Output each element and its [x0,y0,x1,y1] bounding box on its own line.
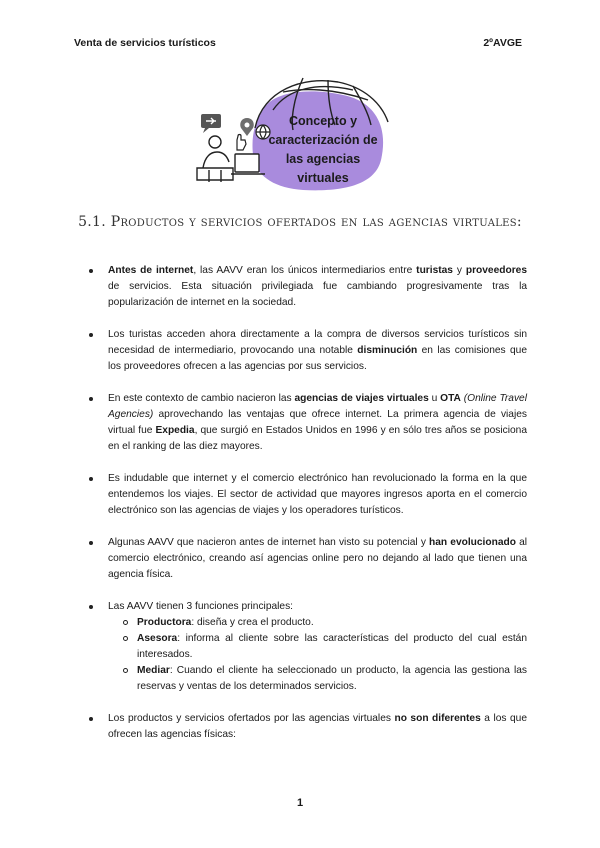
thumbs-up-icon [237,135,246,151]
bullet-text: , las AAVV eran los únicos intermediarios entre [193,265,417,276]
bullet-text: , que surgió en Estados Unidos en 1996 y en sólo tres años se posiciona en el ranking de las diez mayores. [108,425,527,452]
header-subject: Venta de servicios turísticos [74,37,216,49]
hero-illustration [193,70,393,200]
bold-term: Expedia [155,425,195,436]
bold-term: agencias de viajes virtuales [294,393,429,404]
bullet-item [108,263,527,311]
sub-list [108,615,527,695]
bold-term: proveedores [465,265,527,276]
page-header [74,37,522,49]
bold-term: Productora [137,617,192,628]
bullet-item [108,471,527,519]
section-title: 5.1. Productos y servicios ofertados en las agencias virtuales: [78,214,522,230]
bullet-item [108,327,527,375]
hero-title-line-4: virtuales [297,171,349,185]
sub-item-text: : informa al cliente sobre las características del producto del cual están interesados. [137,633,527,660]
sub-item-text: : diseña y crea el producto. [191,617,314,628]
bullet-text: Algunas AAVV que nacieron antes de internet han visto su potencial y [108,537,430,548]
bold-term: turistas [416,265,453,276]
bullet-text: en las comisiones que los proveedores ofrecen a las agencias por sus servicios. [108,345,527,372]
italic-term: (Online Travel Agencies) [108,393,527,420]
bold-term: Asesora [137,633,178,644]
sub-list-item [108,615,527,631]
hero-title [251,112,395,188]
bold-term: disminución [357,345,418,356]
bullet-text: a los que ofrecen las agencias físicas: [108,713,527,740]
bold-term: Antes de internet [108,265,194,276]
bullet-item [108,391,527,455]
bullet-text: y [452,265,466,276]
bullet-text: u [428,393,441,404]
bullet-text: Los productos y servicios ofertados por las agencias virtuales [108,713,395,724]
bold-term: OTA [440,393,461,404]
bold-term: no son diferentes [394,713,481,724]
hero-title-line-3: las agencias [285,152,361,166]
page-number: 1 [296,797,304,809]
hero-title-line-2: caracterización de [268,133,378,147]
bullet-text: de servicios. Esta situación privilegiada fue cambiando progresivamente tras la popularización de internet en la sociedad. [108,281,527,308]
bullet-text: En este contexto de cambio nacieron las [108,393,295,404]
bullet-item [108,535,527,583]
sub-list-item [108,663,527,695]
bullet-text: Las AAVV tienen 3 funciones principales: [108,601,293,612]
plane-chat-icon [201,114,221,133]
bullet-text: Es indudable que internet y el comercio electrónico han revolucionado la forma en la que entendemos los viajes. El sector de actividad que mayores ingresos aporta en el comercio electrónico son las agencias de viajes y los operadores turísticos. [108,473,527,516]
header-course: 2ºAVGE [483,37,522,49]
document-body [108,263,527,759]
bullet-item [108,711,527,743]
sub-list-item [108,631,527,663]
bullet-item [108,599,527,695]
bold-term: han evolucionado [429,537,516,548]
hero-title-line-1: Concepto y [288,114,358,128]
sub-item-text: : Cuando el cliente ha seleccionado un producto, la agencia las gestiona las reservas y ventas de los determinados servicios. [137,665,527,692]
bullet-text: aprovechando las ventajas que ofrece internet. La primera agencia de viajes virtual fue [108,409,527,436]
bullet-text: Los turistas acceden ahora directamente a la compra de diversos servicios turísticos sin necesidad de intermediario, provocando una notable [108,329,527,356]
bold-term: Mediar [137,665,170,676]
bullet-text: al comercio electrónico, creando así agencias online pero no dejando al lado que tienen una agencia física. [108,537,528,580]
